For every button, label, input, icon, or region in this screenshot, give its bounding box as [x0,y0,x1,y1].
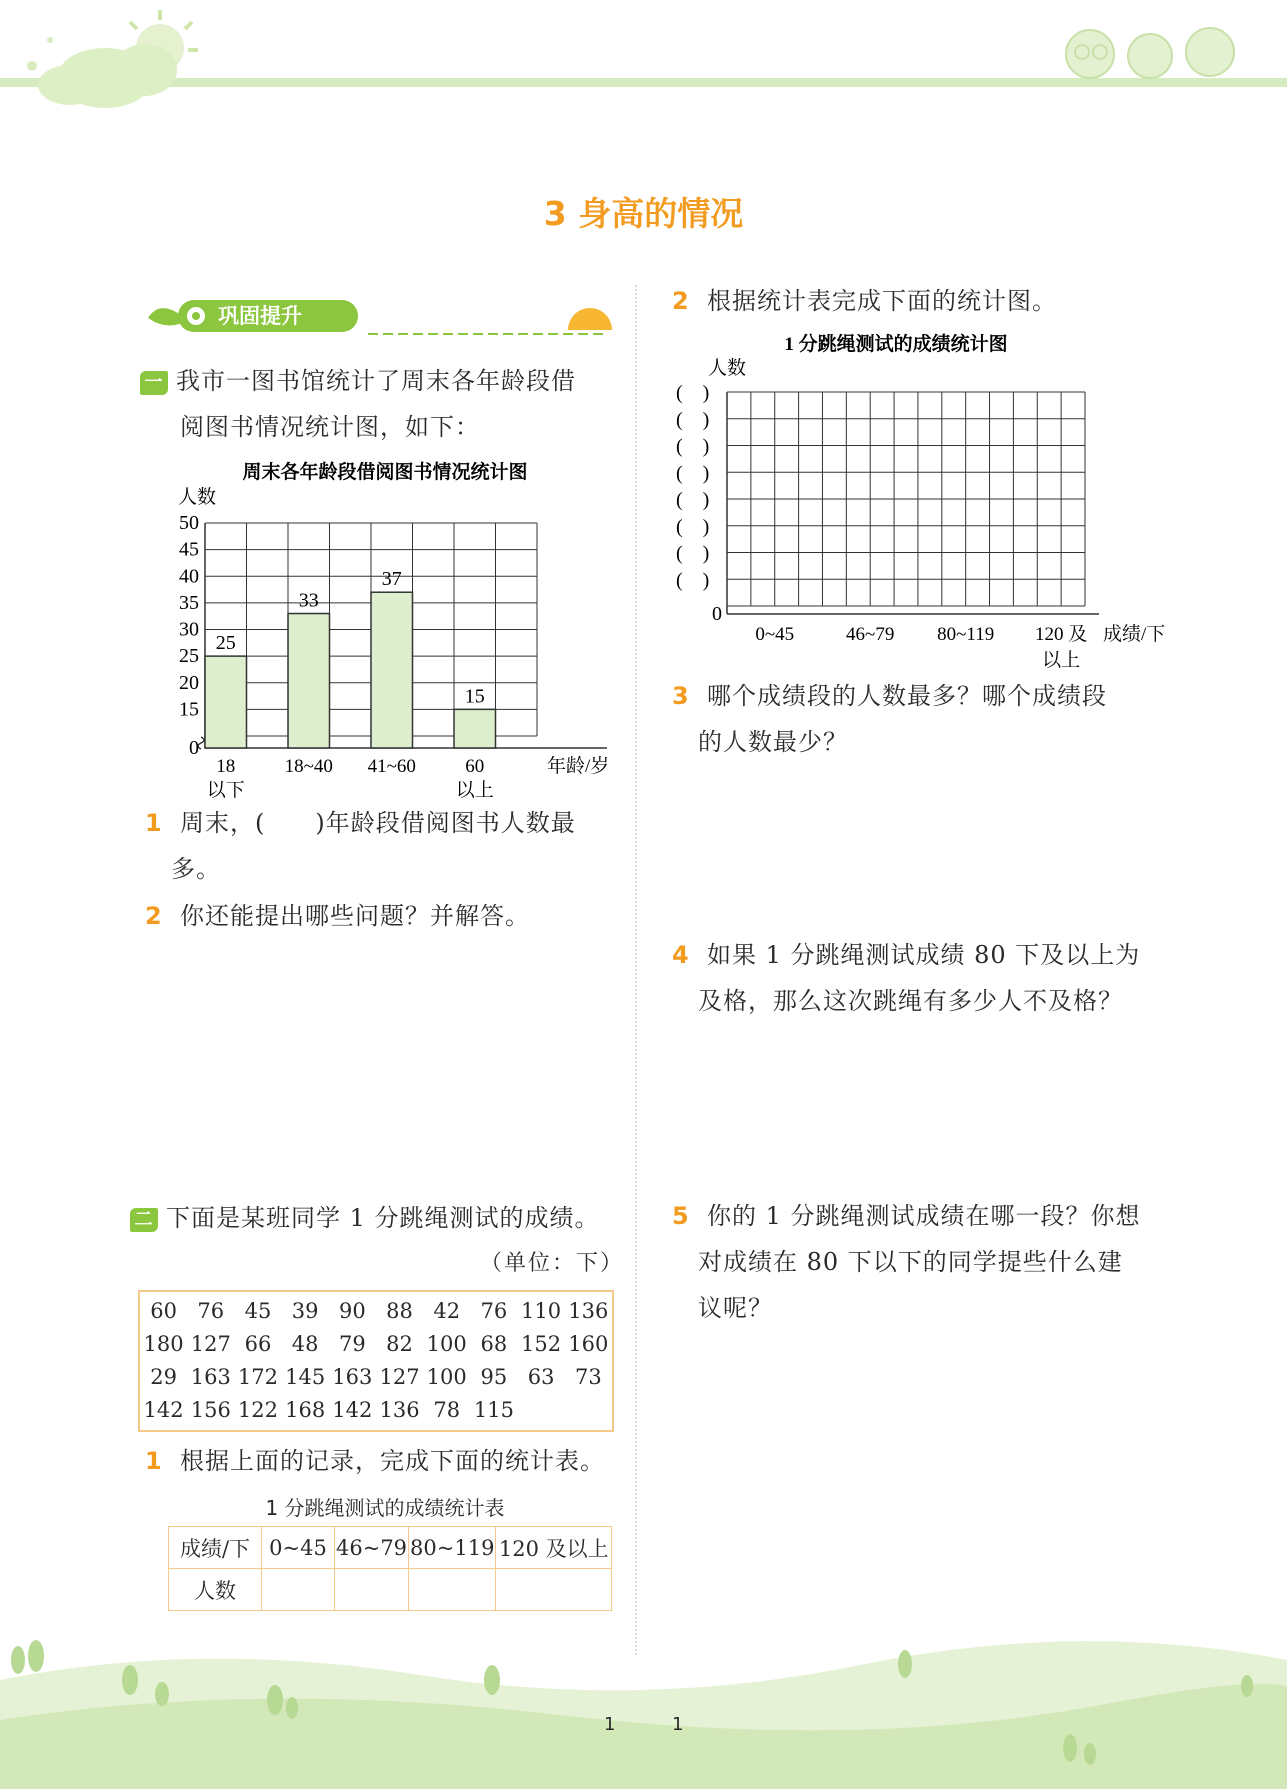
part1-q2 [145,893,625,939]
stat-table-count-row [169,1569,612,1611]
part2-q4-number: 4 [672,941,690,969]
records-row [140,1294,612,1327]
records-row [140,1393,612,1426]
chart1-y-tick: 15 [179,698,199,721]
record-cell [518,1393,565,1426]
record-cell: 45 [244,1298,272,1323]
banner-label: 巩固提升 [218,304,302,328]
record-cell: 168 [285,1397,326,1422]
column-divider [635,285,637,1655]
stat-table-header-row [169,1527,612,1569]
stat-header-cell: 46~79 [335,1527,409,1569]
record-cell: 78 [433,1397,461,1422]
chart1-title: 周末各年龄段借阅图书情况统计图 [242,462,528,483]
part2-intro-text: 下面是某班同学 1 分跳绳测试的成绩。 [166,1204,600,1232]
record-cell: 160 [568,1331,609,1356]
part1-q1-number: 1 [145,809,163,837]
record-cell: 76 [197,1298,225,1323]
records-row [140,1360,612,1393]
record-cell: 136 [568,1298,609,1323]
record-cell: 95 [480,1364,508,1389]
part2-q3-line1: 哪个成绩段的人数最多？哪个成绩段 [706,682,1107,710]
chart1-y-tick: 30 [179,618,199,641]
chart2-title: 1 分跳绳测试的成绩统计图 [784,334,1008,355]
record-cell: 63 [527,1364,555,1389]
record-cell: 79 [338,1331,366,1356]
part2-q1-number: 1 [145,1447,163,1475]
record-cell [565,1393,612,1426]
banner-shape [138,290,618,340]
record-cell: 29 [150,1364,177,1389]
chart1-y-tick: 25 [179,645,199,668]
chart1-data-label: 25 [215,632,236,655]
record-cell: 127 [190,1331,231,1356]
stat-row-label: 人数 [169,1569,262,1611]
chart2-x-tick: 0~45 [755,624,795,645]
section-banner [138,290,618,340]
library-bar-chart [150,452,620,801]
part2-q5-number: 5 [672,1202,690,1230]
record-cell: 60 [150,1298,177,1323]
star-icon [27,37,53,71]
chart1-y-tick: 20 [179,671,199,694]
stat-answer-cell[interactable] [496,1569,612,1611]
part2-unit: （单位：下） [480,1251,625,1276]
chart2-y-tick-blank: ( ) [676,408,710,431]
record-cell: 82 [386,1331,413,1356]
record-cell: 172 [237,1364,279,1389]
chart2-y-tick-blank: ( ) [676,515,710,538]
chart1-x-tick: 以下 [206,780,245,801]
animal-faces-icon [1066,28,1234,78]
chart1-y-tick: 0 [189,737,199,759]
stat-header-cell: 0~45 [262,1527,335,1569]
records-table [140,1294,612,1426]
header-decoration [0,0,1287,110]
record-cell: 122 [237,1397,279,1422]
part1-intro-line2: 阅图书情况统计图，如下： [180,413,480,441]
chart2-x-tick: 120 及 [1035,624,1088,645]
record-cell: 127 [379,1364,420,1389]
record-cell: 68 [480,1331,508,1356]
part2-q4-line1: 如果 1 分跳绳测试成绩 80 下及以上为 [706,941,1141,969]
chart2-x-tick: 46~79 [846,624,895,645]
chart1-bar [371,592,413,748]
part2-q3-number: 3 [672,682,690,710]
record-cell: 90 [338,1298,366,1323]
jump-rope-blank-chart [672,326,1166,671]
chart1-x-tick: 18 [216,756,236,777]
chart2-y-tick-blank: ( ) [676,489,710,511]
record-cell: 48 [291,1331,319,1356]
stat-table [168,1526,612,1611]
footer-decoration [0,1620,1287,1789]
page-title: 3 身高的情况 [543,194,744,233]
part2-q3 [672,673,1152,765]
record-cell: 100 [426,1364,467,1389]
stat-table-title: 1 分跳绳测试的成绩统计表 [265,1496,505,1520]
chart1-x-tick: 18~40 [284,756,333,777]
record-cell: 88 [386,1298,413,1323]
part2-q4 [672,932,1152,1024]
chart2-y-tick-blank: ( ) [676,382,710,404]
chart1-bar [205,656,247,748]
stat-header-cell: 120 及以上 [496,1527,612,1569]
chart1-x-tick: 60 [465,756,485,777]
chart1-y-tick: 45 [179,538,199,561]
chart1-x-tick: 以上 [455,780,494,801]
chart1-xlabel: 年龄/岁 [547,756,610,777]
stat-answer-cell[interactable] [262,1569,335,1611]
part1-badge: 一 [140,371,168,395]
records-row [140,1327,612,1360]
chart2-y-tick-blank: ( ) [676,569,710,592]
record-cell: 145 [285,1364,326,1389]
record-cell: 100 [426,1331,467,1356]
record-cell: 180 [143,1331,184,1356]
records-box [138,1290,614,1432]
stat-answer-cell[interactable] [409,1569,496,1611]
part1-q2-number: 2 [145,902,163,930]
record-cell: 73 [574,1364,602,1389]
part1-intro [140,358,620,450]
record-cell: 115 [473,1397,514,1422]
chart2-origin-label: 0 [712,603,722,625]
record-cell: 152 [521,1331,562,1356]
part2-q3-line2: 的人数最少？ [698,728,848,756]
record-cell: 142 [332,1397,373,1422]
chart1-y-tick: 50 [179,512,199,534]
part2-q2-number: 2 [672,287,690,315]
chart1-bar [454,709,496,748]
chart1-ylabel: 人数 [178,487,217,508]
chart2-y-tick-blank: ( ) [676,542,710,565]
chart2-y-tick-blank: ( ) [676,435,710,458]
record-cell: 163 [190,1364,231,1389]
chart2-xlabel: 成绩/下 [1103,624,1166,645]
part2-q5-line3: 议呢？ [698,1294,773,1322]
part2-q5-line2: 对成绩在 80 下以下的同学提些什么建 [698,1248,1123,1276]
part2-intro [130,1195,620,1241]
part1-q1-line1: 周末，( )年龄段借阅图书人数最 [179,809,576,837]
chart2-x-tick: 80~119 [937,624,995,645]
page-number-left: 1 [604,1714,616,1735]
chart2-x-tick: 以上 [1042,650,1081,671]
chart2-ylabel: 人数 [708,358,747,379]
stat-header-cell: 成绩/下 [169,1527,262,1569]
part2-q2-text: 根据统计表完成下面的统计图。 [706,287,1057,315]
chart1-x-tick: 41~60 [367,756,416,777]
chart1-data-label: 15 [464,685,485,708]
chart1-y-tick: 40 [179,565,199,588]
chart1-data-label: 33 [298,589,319,612]
record-cell: 156 [190,1397,231,1422]
part2-q1 [145,1438,625,1484]
stat-header-cell: 80~119 [409,1527,496,1569]
chart1-y-tick: 35 [179,591,199,614]
part2-q4-line2: 及格，那么这次跳绳有多少人不及格？ [698,987,1123,1015]
chart1-data-label: 37 [381,568,402,591]
part1-q2-text: 你还能提出哪些问题？并解答。 [179,902,530,930]
chart1-bar [288,614,330,748]
record-cell: 76 [480,1298,508,1323]
page-number-right: 1 [672,1714,684,1735]
record-cell: 142 [143,1397,184,1422]
record-cell: 110 [521,1298,562,1323]
part2-q5-line1: 你的 1 分跳绳测试成绩在哪一段？你想 [706,1202,1141,1230]
record-cell: 136 [379,1397,420,1422]
record-cell: 42 [433,1298,461,1323]
part2-badge: 二 [130,1208,158,1232]
cloud-icon [38,44,177,108]
part1-intro-line1: 我市一图书馆统计了周末各年龄段借 [176,367,576,395]
part1-q1-line2: 多。 [171,855,221,883]
stat-answer-cell[interactable] [335,1569,409,1611]
record-cell: 163 [332,1364,373,1389]
record-cell: 39 [291,1298,319,1323]
record-cell: 66 [244,1331,272,1356]
part2-q2 [672,278,1152,324]
part2-q5 [672,1193,1152,1331]
part2-q1-text: 根据上面的记录，完成下面的统计表。 [179,1447,605,1475]
chart2-y-tick-blank: ( ) [676,462,710,485]
part1-q1 [145,800,625,892]
